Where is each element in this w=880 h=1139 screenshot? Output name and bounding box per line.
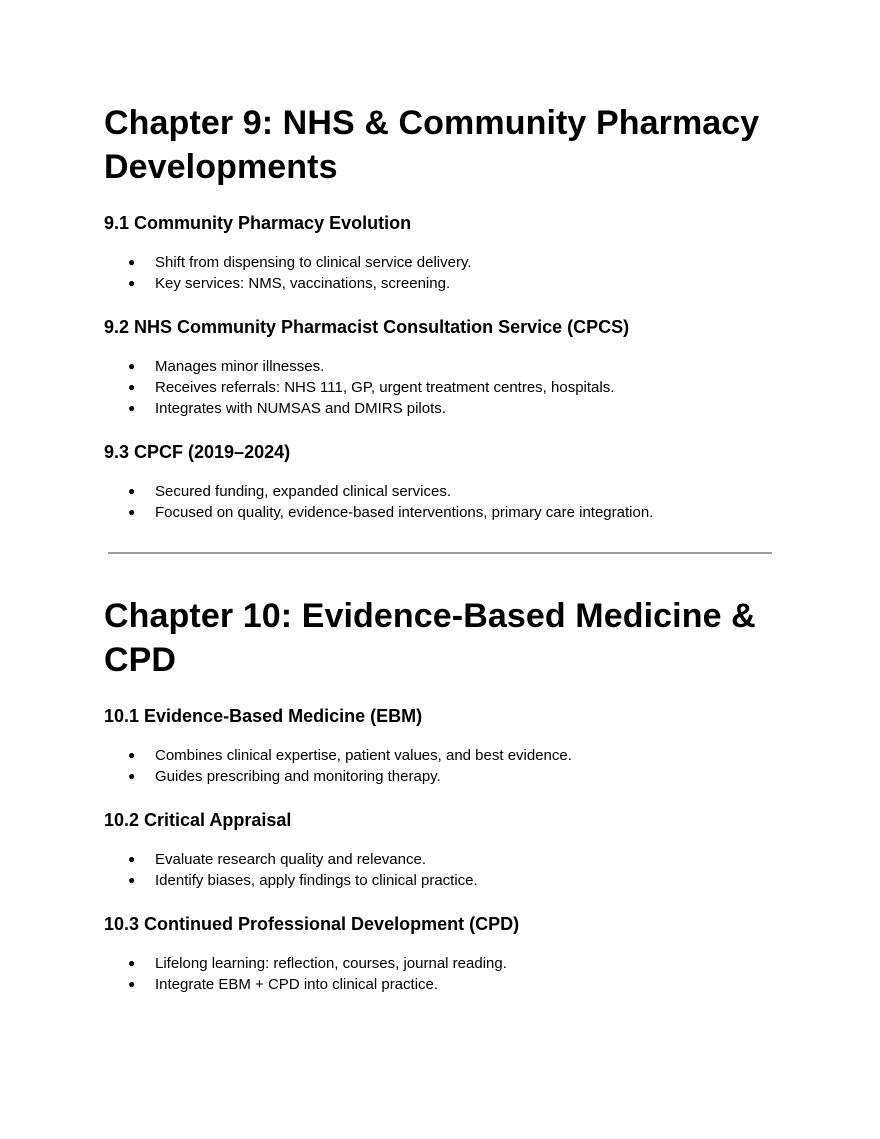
list-item: ● Guides prescribing and monitoring therapy. — [128, 768, 441, 785]
section-9-3-heading: 9.3 CPCF (2019–2024) — [104, 442, 291, 462]
bullet-icon: ● — [128, 276, 136, 290]
bullet-icon: ● — [128, 977, 136, 991]
bullet-icon: ● — [128, 505, 136, 519]
chapter-10-title: Chapter 10: Evidence-Based Medicine & CPD — [104, 597, 756, 679]
bullet-icon: ● — [128, 748, 136, 762]
section-10-1-heading: 10.1 Evidence-Based Medicine (EBM) — [104, 706, 423, 726]
section-9-1-list — [104, 252, 472, 294]
section-9-3-list — [104, 481, 653, 523]
list-item: ● Shift from dispensing to clinical service delivery. — [128, 254, 472, 271]
list-item: ● Integrates with NUMSAS and DMIRS pilots. — [128, 400, 446, 417]
bullet-icon: ● — [128, 380, 136, 394]
list-item: ● Integrate EBM + CPD into clinical practice. — [128, 976, 439, 993]
list-item: ● Identify biases, apply findings to clinical practice. — [128, 872, 478, 889]
list-item: ● Secured funding, expanded clinical services. — [128, 483, 452, 500]
bullet-icon: ● — [128, 873, 136, 887]
bullet-icon: ● — [128, 401, 136, 415]
bullet-icon: ● — [128, 255, 136, 269]
list-item: ● Key services: NMS, vaccinations, screening. — [128, 275, 451, 292]
section-10-2-heading: 10.2 Critical Appraisal — [104, 810, 292, 830]
bullet-icon: ● — [128, 484, 136, 498]
section-9-2-heading: 9.2 NHS Community Pharmacist Consultation Service (CPCS) — [104, 317, 630, 337]
list-item: ● Combines clinical expertise, patient values, and best evidence. — [128, 747, 572, 764]
list-item: ● Evaluate research quality and relevance. — [128, 851, 426, 868]
bullet-icon: ● — [128, 359, 136, 373]
bullet-icon: ● — [128, 956, 136, 970]
list-item: ● Manages minor illnesses. — [128, 358, 325, 375]
section-10-1-list — [104, 745, 572, 787]
list-item: ● Focused on quality, evidence-based interventions, primary care integration. — [128, 504, 654, 521]
horizontal-rule-divider — [108, 552, 772, 554]
bullet-icon: ● — [128, 769, 136, 783]
section-9-2-list — [104, 356, 614, 419]
list-item: ● Lifelong learning: reflection, courses, journal reading. — [128, 955, 507, 972]
section-10-3-heading: 10.3 Continued Professional Development (CPD) — [104, 914, 520, 934]
list-item: ● Receives referrals: NHS 111, GP, urgent treatment centres, hospitals. — [128, 379, 615, 396]
section-10-3-list — [104, 953, 507, 995]
section-10-2-list — [104, 849, 478, 891]
bullet-icon: ● — [128, 852, 136, 866]
section-9-1-heading: 9.1 Community Pharmacy Evolution — [104, 213, 412, 233]
chapter-9-title: Chapter 9: NHS & Community Pharmacy Developments — [104, 104, 760, 186]
